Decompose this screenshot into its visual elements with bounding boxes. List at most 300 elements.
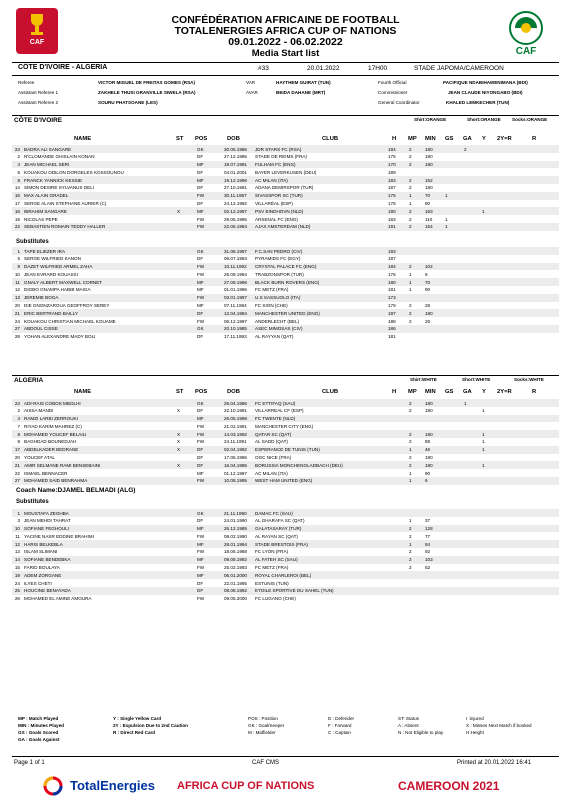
cell-club: ESPERANCE DE TUNIS (TUN) [255, 447, 320, 453]
cell-club: AL RAYAN SC (QAT) [255, 533, 298, 539]
cell-mp: 2 [409, 462, 412, 468]
cell-min: 8 [425, 271, 428, 277]
cell-dob: 25.02.1993 [224, 565, 247, 571]
table-row [12, 294, 559, 302]
cell-name: HOUCINE BENAYADA [24, 588, 71, 594]
cell-dob: 12.04.1994 [224, 310, 247, 316]
socks-color: Socks:ORANGE [512, 117, 548, 122]
cell-dob: 20.10.1985 [224, 326, 247, 332]
cell-pos: MF [197, 572, 204, 578]
cell-club: PYRAMIDS FC (EGY) [255, 256, 301, 262]
cell-mp: 2 [409, 216, 412, 222]
legend-item: N : Not Eligible to play [398, 730, 444, 735]
match-number: #33 [258, 65, 269, 72]
table-row [12, 595, 559, 603]
cell-dob: 02.04.1992 [224, 447, 247, 453]
tournament-title: TOTALENERGIES AFRICA CUP OF NATIONS [174, 25, 397, 37]
cell-min: 152 [425, 177, 433, 183]
system-name: CAF CMS [252, 760, 279, 766]
table-row [12, 333, 559, 341]
cell-dob: 21.11.1990 [224, 510, 247, 516]
cell-pos: FW [197, 431, 205, 437]
cell-min: 180 [425, 431, 433, 437]
cell-club: ESTUNIS (TUN) [255, 580, 289, 586]
cell-dob: 09.05.2000 [224, 596, 247, 602]
cell-pos: MF [197, 416, 204, 422]
cell-club: BLACK BURN ROVERS (ENG) [255, 279, 320, 285]
table-row [12, 302, 559, 310]
cell-name: JEAN EVRARD KOUASSI [24, 271, 78, 277]
table-row [12, 176, 559, 184]
cell-st: X [177, 447, 181, 453]
cell-name: SEBASTIEN ROMAIN TEDDY HALLER [24, 224, 106, 230]
cell-gs: 1 [445, 216, 448, 222]
legend-item: I :injured [466, 716, 484, 721]
cell-pos: DF [197, 310, 204, 316]
cell-no: 2 [17, 154, 20, 160]
cell-name: NICOLAS PEPE [24, 216, 58, 222]
legend-item: ST: Status [398, 716, 419, 721]
cell-name: ABDOUL CISSE [24, 326, 58, 332]
cell-no: 10 [14, 271, 20, 277]
cell-name: MOHAMED SAID BENRAHMA [24, 478, 88, 484]
cell-ga: 2 [464, 146, 467, 152]
cell-h: 183 [388, 216, 396, 222]
cell-club: BAYER LEVERKUSEN (DEU) [255, 169, 317, 175]
cell-dob: 24.01.1990 [224, 518, 247, 524]
cell-mp: 1 [409, 279, 412, 285]
banner-host: CAMEROON 2021 [398, 779, 500, 793]
cell-pos: DF [197, 462, 204, 468]
cell-st: X [177, 408, 181, 414]
cell-mp: 2 [409, 526, 412, 532]
cell-club: U.S SASSUOLO (ITA) [255, 295, 301, 301]
cell-name: SOFIANE BENDEBKA [24, 557, 71, 563]
cell-name: FRANCK YANNICK KESSIE [24, 177, 83, 183]
cell-min: 6 [425, 478, 428, 484]
cell-club: FC LUGANO (CHE) [255, 596, 296, 602]
cell-pos: FW [197, 423, 205, 429]
legend-item: H:Height [466, 730, 484, 735]
team-name: ALGERIA [14, 377, 44, 384]
cell-pos: FW [197, 549, 205, 555]
cell-pos: DF [197, 201, 204, 207]
cell-dob: 14.03.1992 [224, 431, 247, 437]
cell-dob: 17.05.1996 [224, 455, 247, 461]
cell-club: FC TWENTE (NLD) [255, 416, 296, 422]
match-time: 17H00 [368, 65, 388, 72]
cell-dob: 22.01.1995 [224, 580, 247, 586]
table-row [12, 168, 559, 176]
cell-no: 25 [14, 588, 20, 594]
cell-name: JEAN MICHAEL SERI [24, 162, 70, 168]
table-row [12, 438, 559, 446]
table-row [12, 587, 559, 595]
cell-name: SERGE WILFRIED KANON [24, 256, 81, 262]
cell-dob: 03.01.1997 [224, 295, 247, 301]
cell-no: 4 [17, 416, 20, 422]
cell-club: STADE DE REIMS (FRA) [255, 154, 307, 160]
cell-pos: FW [197, 533, 205, 539]
cell-name: DIGBO GNAMPA HABIB MAIGA [24, 287, 91, 293]
tournament-dates: 09.01.2022 - 06.02.2022 [228, 36, 343, 48]
match-info-bar [12, 62, 559, 76]
cell-no: 5 [17, 256, 20, 262]
cell-name: KOUAKOU CHRISTIAN MICHAEL KOUAME [24, 318, 116, 324]
table-row [12, 325, 559, 333]
cell-no: 12 [14, 287, 20, 293]
socks-color: Socks:WHITE [514, 377, 544, 382]
cell-dob: 30.05.1986 [224, 146, 247, 152]
cell-mp: 2 [409, 533, 412, 539]
cell-min: 180 [425, 310, 433, 316]
cell-h: 193 [388, 248, 396, 254]
shirt-color: Shirt:WHITE [410, 377, 437, 382]
legend-item: MP : Match Played [18, 716, 59, 721]
legend-item: R : Direct Red Card [113, 730, 156, 735]
cell-no: 26 [14, 596, 20, 602]
substitutes-title: Substitutes [16, 239, 49, 245]
cell-mp: 2 [409, 439, 412, 445]
cell-club: FC ETTIFAQ (SAU) [255, 400, 296, 406]
cell-no: 6 [17, 169, 20, 175]
legend-item: GK : Goal/Keeper [248, 723, 285, 728]
cell-dob: 01.01.1996 [224, 287, 247, 293]
cell-club: FC SION (CHE) [255, 303, 288, 309]
cell-dob: 08.08.1992 [224, 588, 247, 594]
cell-name: AISSA MANDI [24, 408, 54, 414]
table-row [12, 469, 559, 477]
cell-no: 3 [17, 518, 20, 524]
cell-h: 175 [388, 154, 396, 160]
cell-no: 9 [17, 439, 20, 445]
cell-pos: DF [197, 580, 204, 586]
cell-y: 1 [482, 439, 485, 445]
cell-mp: 2 [409, 154, 412, 160]
cell-club: ROYAL CHARLEROI (BEL) [255, 572, 312, 578]
cell-dob: 27.12.1995 [224, 154, 247, 160]
cell-dob: 08.02.1990 [224, 533, 247, 539]
cell-min: 110 [425, 216, 433, 222]
table-row [12, 309, 559, 317]
cell-club: FULHAM FC (ENG) [255, 162, 296, 168]
cell-no: 14 [14, 185, 20, 191]
cell-no: 27 [14, 478, 20, 484]
cell-h: 181 [388, 334, 396, 340]
cell-name: MOUSTAFA ZEGHBA [24, 510, 69, 516]
cell-name: YACINE NASR EDDINE BRAHIMI [24, 533, 94, 539]
cell-min: 84 [425, 541, 431, 547]
cell-no: 10 [14, 526, 20, 532]
match-stadium: STADE JAPOMA/CAMEROON [414, 65, 504, 72]
cell-club: GALATASARAY (TUR) [255, 526, 302, 532]
cell-club: AL GHARAFA SC (QAT) [255, 518, 305, 524]
cell-pos: DF [197, 408, 204, 414]
cell-name: IBRAHIM SANGARE [24, 208, 67, 214]
cell-no: 23 [14, 146, 20, 152]
cell-h: 191 [388, 224, 396, 230]
cell-pos: MF [197, 470, 204, 476]
cell-mp: 2 [409, 146, 412, 152]
cell-mp: 2 [409, 408, 412, 414]
cell-club: AC MILAN (ITA) [255, 470, 288, 476]
table-row [12, 461, 559, 469]
cell-pos: MF [197, 177, 204, 183]
table-row [12, 317, 559, 325]
cell-no: 12 [14, 541, 20, 547]
starters-table [12, 145, 559, 231]
cell-dob: 26.05.1998 [224, 416, 247, 422]
cell-club: DAMAC FC (SAU) [255, 510, 293, 516]
cell-pos: DF [197, 334, 204, 340]
cell-h: 176 [388, 201, 396, 207]
table-row [12, 153, 559, 161]
team-name: CÔTE D'IVOIRE [14, 117, 63, 124]
cell-pos: MF [197, 526, 204, 532]
cell-name: GNALY ALBERT MAXWELL CORNET [24, 279, 103, 285]
cell-club: ETOILE SPORTIVE DU SAHEL (TUN) [255, 588, 334, 594]
cell-name: ERIC BERTRAND BAILLY [24, 310, 78, 316]
substitutes-table [12, 247, 559, 341]
cell-club: ANDERLECHT (BEL) [255, 318, 300, 324]
cell-mp: 2 [409, 185, 412, 191]
cell-min: 46 [425, 447, 431, 453]
cell-club: AL RAYYAN (QAT) [255, 334, 294, 340]
table-row [12, 415, 559, 423]
cell-dob: 01.12.1997 [224, 470, 247, 476]
cell-name: N'CLOMANDE GHISLAIN KONAN [24, 154, 95, 160]
cell-no: 9 [17, 264, 20, 270]
document-title: Media Start list [251, 48, 320, 59]
cell-name: RIYAD KARIM MAHREZ (C) [24, 423, 82, 429]
legend-item: MIN : Minutes Played [18, 723, 64, 728]
start-list-page: CAF CAF CONFÉDÉRATION AFRICAINE DE FOOTBALL TOTALENERGIES AFRICA CUP OF NATIONS 09.01.2022 - 06.02.2022 Media Start list CÔTE D'IVOIRE - ALGERIA #33 20.01.2022 17H00 STADE JAPOMA/CAMEROON Referee VICTOR MIGUEL DE FREITAS GOMES (RSA) VAR HAYTHEM GUIRAT (TUN) Fourth Official PACIFIQUE NDABIHAWENIMANA (BDI) Assistant Referee 1 ZAKHELE THUSI GRANVILLE SIWELA (RSA) AVAR BEIDA DAHANE (MRT) Commissioner JEAN CLAUDE NIYONGABO (BDI) Assistant Referee 2 SOURU PHATSOANE (LES) General Coordinator KHALED LEMKECHER (TUN) CÔTE D'IVOIRE Shirt:ORANGE Short:ORANGE Socks:ORANGE NAME ST POS DOB CLUB H MP MIN GS GA Y 2Y=R R 23 BADRA ALI SANGARE GK 30.05.1986 JDR STARS FC (RSA) 184 2 180 2 2 N'CLOMANDE GHISLAIN KONAN DF 27.12.1995 STADE DE REIMS (FRA) 175 2 180 4 JEAN MICHAEL SERI MF 19.07.1991 FULHAM FC (ENG) 170 2 180 6 KOUAKOU ODILON DORGELES KOSSOUNOU DF 04.01.2001 BAYER LEVERKUSEN (DEU) 189 8 FRANCK YANNICK KESSIE MF 19.12.1996 AC MILAN (ITA) 183 2 152 14 SIMON DESIRE SYLVANUS DELI DF 27.10.1991 ADANA DEMIRSPOR (TUR) 187 2 180 15 MAX ALAIN GRADEL FW 30.11.1987 SIVASSPOR SC (TUR) 175 1 70 1 17 SERGE ALAIN STEPHANE AURIER (C) DF 24.12.1992 VILLARÉAL (ESP) 176 1 90 18 IBRAHIM SANGARE X MF 02.12.1997 PSV EINDHOVN (NLD) 190 2 163 1 19 NICOLAS PEPE FW 29.05.1995 ARSENAL FC (ENG) 183 2 110 1 22 SEBASTIEN ROMAIN TEDDY HALLER FW 22.06.1994 AJAX AMSTERDAM (NLD) 191 2 154 1 Substitutes 1 TAPE ELIEZER IRA GK 31.08.1997 F.C.SAN PEDRO (CIV) 193 5 SERGE WILFRIED KANON DF 06.07.1993 PYRAMIDS FC (EGY) 187 9 DAZET WILFRIED ARMEL ZAHA FW 10.11.1992 CRYSTAL PALACE FC (ENG) 184 2 102 10 JEAN EVRARD KOUASSI FW 25.09.1994 TRABZONSPOR (TUR) 176 1 8 11 GNALY ALBERT MAXWELL CORNET MF 27.09.1996 BLACK BURN ROVERS (ENG) 180 1 70 12 DIGBO GNAMPA HABIB MAIGA MF 01.01.1996 FC METZ (FRA) 181 1 90 13 JEREMIE BOGA FW 03.01.1997 U.S SASSUOLO (ITA) 173 20 DIE GNONZAROUA GEOFFROY SEREY MF 07.11.1984 FC SION (CHE) 179 2 28 21 ERIC BERTRAND BAILLY DF 12.04.1994 MANCHESTER UNITED (ENG) 187 2 180 24 KOUAKOU CHRISTIAN MICHAEL KOUAME FW 06.12.1997 ANDERLECHT (BEL) 188 2 26 27 ABDOUL CISSE GK 20.10.1985 ASEC MIMOSAS (CIV) 186 28 YOHAN ALEXANDRE MADY BOLI DF 17.11.1993 AL RAYYAN (QAT) 181 ALGERIA Shirt:WHITE Short:WHITE Socks:WHITE NAME ST POS DOB CLUB H MP MIN GS GA Y 2Y=R R 23 ADI-RAIS COBOS MBOLHI GK 25.04.1986 FC ETTIFAQ (SAU) 2 180 1 2 AISSA MANDI X DF 22.10.1991 VILLARREAL CF (ESP) 2 180 1 4 RAMZI LARBI ZERROUKI MF 26.05.1998 FC TWENTE (NLD) 7 RIYAD KARIM MAHREZ (C) FW 21.02.1991 MANCHESTER CITY (ENG) 8 MOHAMED YOUCEF BELAILI X FW 14.03.1992 QATAR SC (QAT) 2 180 1 9 BAGHDAD BOUNEDJAH X FW 24.11.1991 AL SADD (QAT) 2 88 1 17 ABDELKADER BEDRANE X DF 02.04.1992 ESPERANCE DE TUNIS (TUN) 1 46 1 20 YOUCEF ATAL DF 17.05.1996 OGC NICE (FRA) 2 180 21 AMIR SELMANE RAMI BENSEBAINI X DF 16.04.1995 BORUSSIA MONCHENGLADBACH (DEU) 2 180 1 22 ISMAEL BENNACER MF 01.12.1997 AC MILAN (ITA) 1 90 27 MOHAMED SAID BENRAHMA FW 10.08.1995 WEST HAM UNITED (ENG) 1 6 Coach Name:DJAMEL BELMADI (ALG) Substitutes 1 MOUSTAFA ZEGHBA GK 21.11.1990 DAMAC FC (SAU) 3 JEAN MEHDI TAHRAT DF 24.01.1990 AL GHARAFA SC (QAT) 1 37 10 SOFIANE FEGHOULI MF 26.12.1989 GALATASARAY (TUR) 2 128 11 YACINE NASR EDDINE BRAHIMI FW 08.02.1990 AL RAYAN SC (QAT) 2 77 12 HARIS BELKEBLA MF 28.01.1994 STADE BRESTOIS (FRA) 1 84 13 ISLAM SLIMANI FW 18.06.1988 FC LYON (FRA) 2 92 14 SOFIANE BENDEBKA MF 09.08.1992 AL FATEH SC (SAU) 2 103 15 FARID BOULAYA FW 25.02.1993 FC METZ (FRA) 2 52 19 ADEM ZORGANE MF 06.01.2000 ROYAL CHARLEROI (BEL) 24 ILYES CHETI DF 22.01.1995 ESTUNIS (TUN) 25 HOUCINE BENAYADA DF 08.08.1992 ETOILE SPORTIVE DU SAHEL (TUN) 26 MOHAMED EL AMINE AMOURA FW 09.05.2000 FC LUGANO (CHE) MP : Match Played Y : Single Yellow Card POS : Position D : Defender ST: Status I :injured MIN : Minutes Played 2Y : Expulsion Due to 2nd Caution GK : Goal/Keeper F : Forward A : Absent X : Misses Next Match if booked GS : Goals Scored R : Direct Red Card M : Midfielder C : Captain N : Not Eligible to play H:Height GA : Goals Against Page 1 of 1 CAF CMS Printed at 20.01.2022 16:41 TotalEnergies AFRICA CUP OF NATIONS CAMEROON 2021 [0, 0, 571, 800]
cell-no: 19 [14, 216, 20, 222]
table-row [12, 540, 559, 548]
cell-mp: 2 [409, 264, 412, 270]
cell-mp: 2 [409, 549, 412, 555]
cell-min: 128 [425, 526, 433, 532]
cell-mp: 2 [409, 318, 412, 324]
cell-mp: 1 [409, 541, 412, 547]
cell-h: 183 [388, 177, 396, 183]
cell-dob: 19.12.1996 [224, 177, 247, 183]
cell-h: 190 [388, 208, 396, 214]
cell-club: VILLARÉAL (ESP) [255, 201, 293, 207]
table-row [12, 145, 559, 153]
cell-pos: DF [197, 256, 204, 262]
cell-no: 11 [15, 279, 20, 285]
cell-club: AC MILAN (ITA) [255, 177, 288, 183]
table-row [12, 407, 559, 415]
cell-mp: 1 [409, 287, 412, 293]
table-row [12, 532, 559, 540]
cell-name: ABDELKADER BEDRANE [24, 447, 79, 453]
cell-name: YOUCEF ATAL [24, 455, 55, 461]
cell-club: WEST HAM UNITED (ENG) [255, 478, 313, 484]
table-row [12, 509, 559, 517]
cell-dob: 06.12.1997 [224, 318, 247, 324]
cell-club: BORUSSIA MONCHENGLADBACH (DEU) [255, 462, 343, 468]
table-row [12, 556, 559, 564]
cell-name: JEAN MEHDI TAHRAT [24, 518, 71, 524]
cell-st: X [177, 431, 181, 437]
legend-item: POS : Position [248, 716, 278, 721]
cell-h: 179 [388, 303, 396, 309]
cell-no: 17 [14, 201, 20, 207]
cell-no: 14 [14, 557, 20, 563]
cell-name: DIE GNONZAROUA GEOFFROY SEREY [24, 303, 110, 309]
cell-no: 20 [14, 303, 20, 309]
cell-mp: 1 [409, 271, 412, 277]
cell-pos: FW [197, 224, 205, 230]
cell-name: RAMZI LARBI ZERROUKI [24, 416, 78, 422]
cell-club: FC LYON (FRA) [255, 549, 289, 555]
cell-pos: FW [197, 271, 205, 277]
banner-title: AFRICA CUP OF NATIONS [177, 780, 315, 792]
cell-club: AL FATEH SC (SAU) [255, 557, 298, 563]
cell-pos: GK [197, 248, 204, 254]
cell-pos: MF [197, 287, 204, 293]
cell-min: 180 [425, 154, 433, 160]
cell-club: STADE BRESTOIS (FRA) [255, 541, 308, 547]
cell-pos: DF [197, 588, 204, 594]
cell-no: 21 [14, 310, 20, 316]
cell-h: 187 [388, 256, 396, 262]
cell-no: 13 [14, 549, 20, 555]
table-row [12, 517, 559, 525]
short-color: Short:ORANGE [467, 117, 501, 122]
cell-dob: 24.12.1992 [224, 201, 247, 207]
cell-mp: 1 [409, 478, 412, 484]
table-row [12, 571, 559, 579]
cell-dob: 29.05.1995 [224, 216, 247, 222]
cell-gs: 1 [445, 224, 448, 230]
cell-name: BAGHDAD BOUNEDJAH [24, 439, 77, 445]
table-row [12, 454, 559, 462]
cell-st: X [177, 462, 181, 468]
cell-pos: GK [197, 146, 204, 152]
legend-item: Y : Single Yellow Card [113, 716, 162, 721]
cell-st: X [177, 439, 181, 445]
cell-no: 22 [14, 224, 20, 230]
table-row [12, 207, 559, 215]
cell-dob: 22.06.1994 [224, 224, 247, 230]
cell-mp: 2 [409, 310, 412, 316]
cell-min: 180 [425, 400, 433, 406]
substitutes-table [12, 509, 559, 603]
cell-min: 180 [425, 455, 433, 461]
cell-min: 90 [425, 470, 431, 476]
cell-min: 92 [425, 549, 431, 555]
cell-no: 8 [17, 177, 20, 183]
cell-min: 26 [425, 318, 431, 324]
match-teams: CÔTE D'IVOIRE - ALGERIA [18, 64, 108, 71]
cell-name: MOHAMED EL AMINE AMOURA [24, 596, 92, 602]
cell-name: SOFIANE FEGHOULI [24, 526, 69, 532]
legend-item: F : Forward [328, 723, 352, 728]
cell-min: 180 [425, 162, 433, 168]
cell-dob: 27.09.1996 [224, 279, 247, 285]
cell-dob: 30.11.1987 [224, 193, 247, 199]
cell-h: 180 [388, 279, 396, 285]
table-row [12, 430, 559, 438]
cell-pos: GK [197, 400, 204, 406]
legend-item: A : Absent [398, 723, 419, 728]
cell-club: MANCHESTER UNITED (ENG) [255, 310, 320, 316]
cell-mp: 2 [409, 208, 412, 214]
cell-dob: 10.08.1995 [224, 478, 247, 484]
cell-dob: 31.08.1997 [224, 248, 247, 254]
cell-name: HARIS BELKEBLA [24, 541, 63, 547]
page-number: Page 1 of 1 [14, 760, 45, 766]
cell-pos: FW [197, 295, 205, 301]
cell-name: MOHAMED YOUCEF BELAILI [24, 431, 87, 437]
cell-min: 90 [425, 201, 431, 207]
cell-min: 28 [425, 303, 431, 309]
table-row [12, 270, 559, 278]
legend-item: X : Misses Next Match if booked [466, 723, 532, 728]
cell-y: 1 [482, 431, 485, 437]
cell-mp: 2 [409, 431, 412, 437]
cell-pos: DF [197, 154, 204, 160]
cell-name: DAZET WILFRIED ARMEL ZAHA [24, 264, 93, 270]
cell-min: 37 [425, 518, 431, 524]
cell-no: 20 [14, 455, 20, 461]
cell-h: 181 [388, 287, 396, 293]
cell-mp: 1 [409, 193, 412, 199]
cell-no: 28 [14, 334, 20, 340]
cell-h: 186 [388, 326, 396, 332]
cell-name: ADI-RAIS COBOS MBOLHI [24, 400, 81, 406]
cell-h: 184 [388, 146, 396, 152]
cell-mp: 2 [409, 303, 412, 309]
shirt-color: Shirt:ORANGE [414, 117, 447, 122]
cell-y: 1 [482, 447, 485, 453]
cell-dob: 04.01.2001 [224, 169, 247, 175]
totalenergies-logo-icon [40, 776, 66, 796]
cell-y: 1 [482, 208, 485, 214]
cell-dob: 27.10.1991 [224, 185, 247, 191]
cell-dob: 07.11.1984 [224, 303, 247, 309]
cell-mp: 1 [409, 470, 412, 476]
cell-mp: 2 [409, 565, 412, 571]
legend-item: 2Y : Expulsion Due to 2nd Caution [113, 723, 188, 728]
cell-pos: DF [197, 455, 204, 461]
cell-name: KOUAKOU ODILON DORGELES KOSSOUNOU [24, 169, 124, 175]
table-row [12, 255, 559, 263]
table-row [12, 579, 559, 587]
cell-pos: FW [197, 264, 205, 270]
cell-dob: 25.09.1994 [224, 271, 247, 277]
cell-club: AJAX AMSTERDAM (NLD) [255, 224, 311, 230]
cell-min: 102 [425, 264, 433, 270]
cell-h: 188 [388, 318, 396, 324]
cell-h: 184 [388, 264, 396, 270]
legend-item: D : Defender [328, 716, 355, 721]
cell-name: SIMON DESIRE SYLVANUS DELI [24, 185, 95, 191]
cell-pos: DF [197, 518, 204, 524]
cell-no: 17 [14, 447, 20, 453]
legend-item: GS : Goals Scored [18, 730, 59, 735]
cell-mp: 2 [409, 557, 412, 563]
cell-club: CRYSTAL PALACE FC (ENG) [255, 264, 317, 270]
cell-club: MANCHESTER CITY (ENG) [255, 423, 314, 429]
cell-h: 170 [388, 162, 396, 168]
cell-h: 187 [388, 185, 396, 191]
cell-name: ILYES CHETI [24, 580, 52, 586]
cell-no: 22 [14, 470, 20, 476]
